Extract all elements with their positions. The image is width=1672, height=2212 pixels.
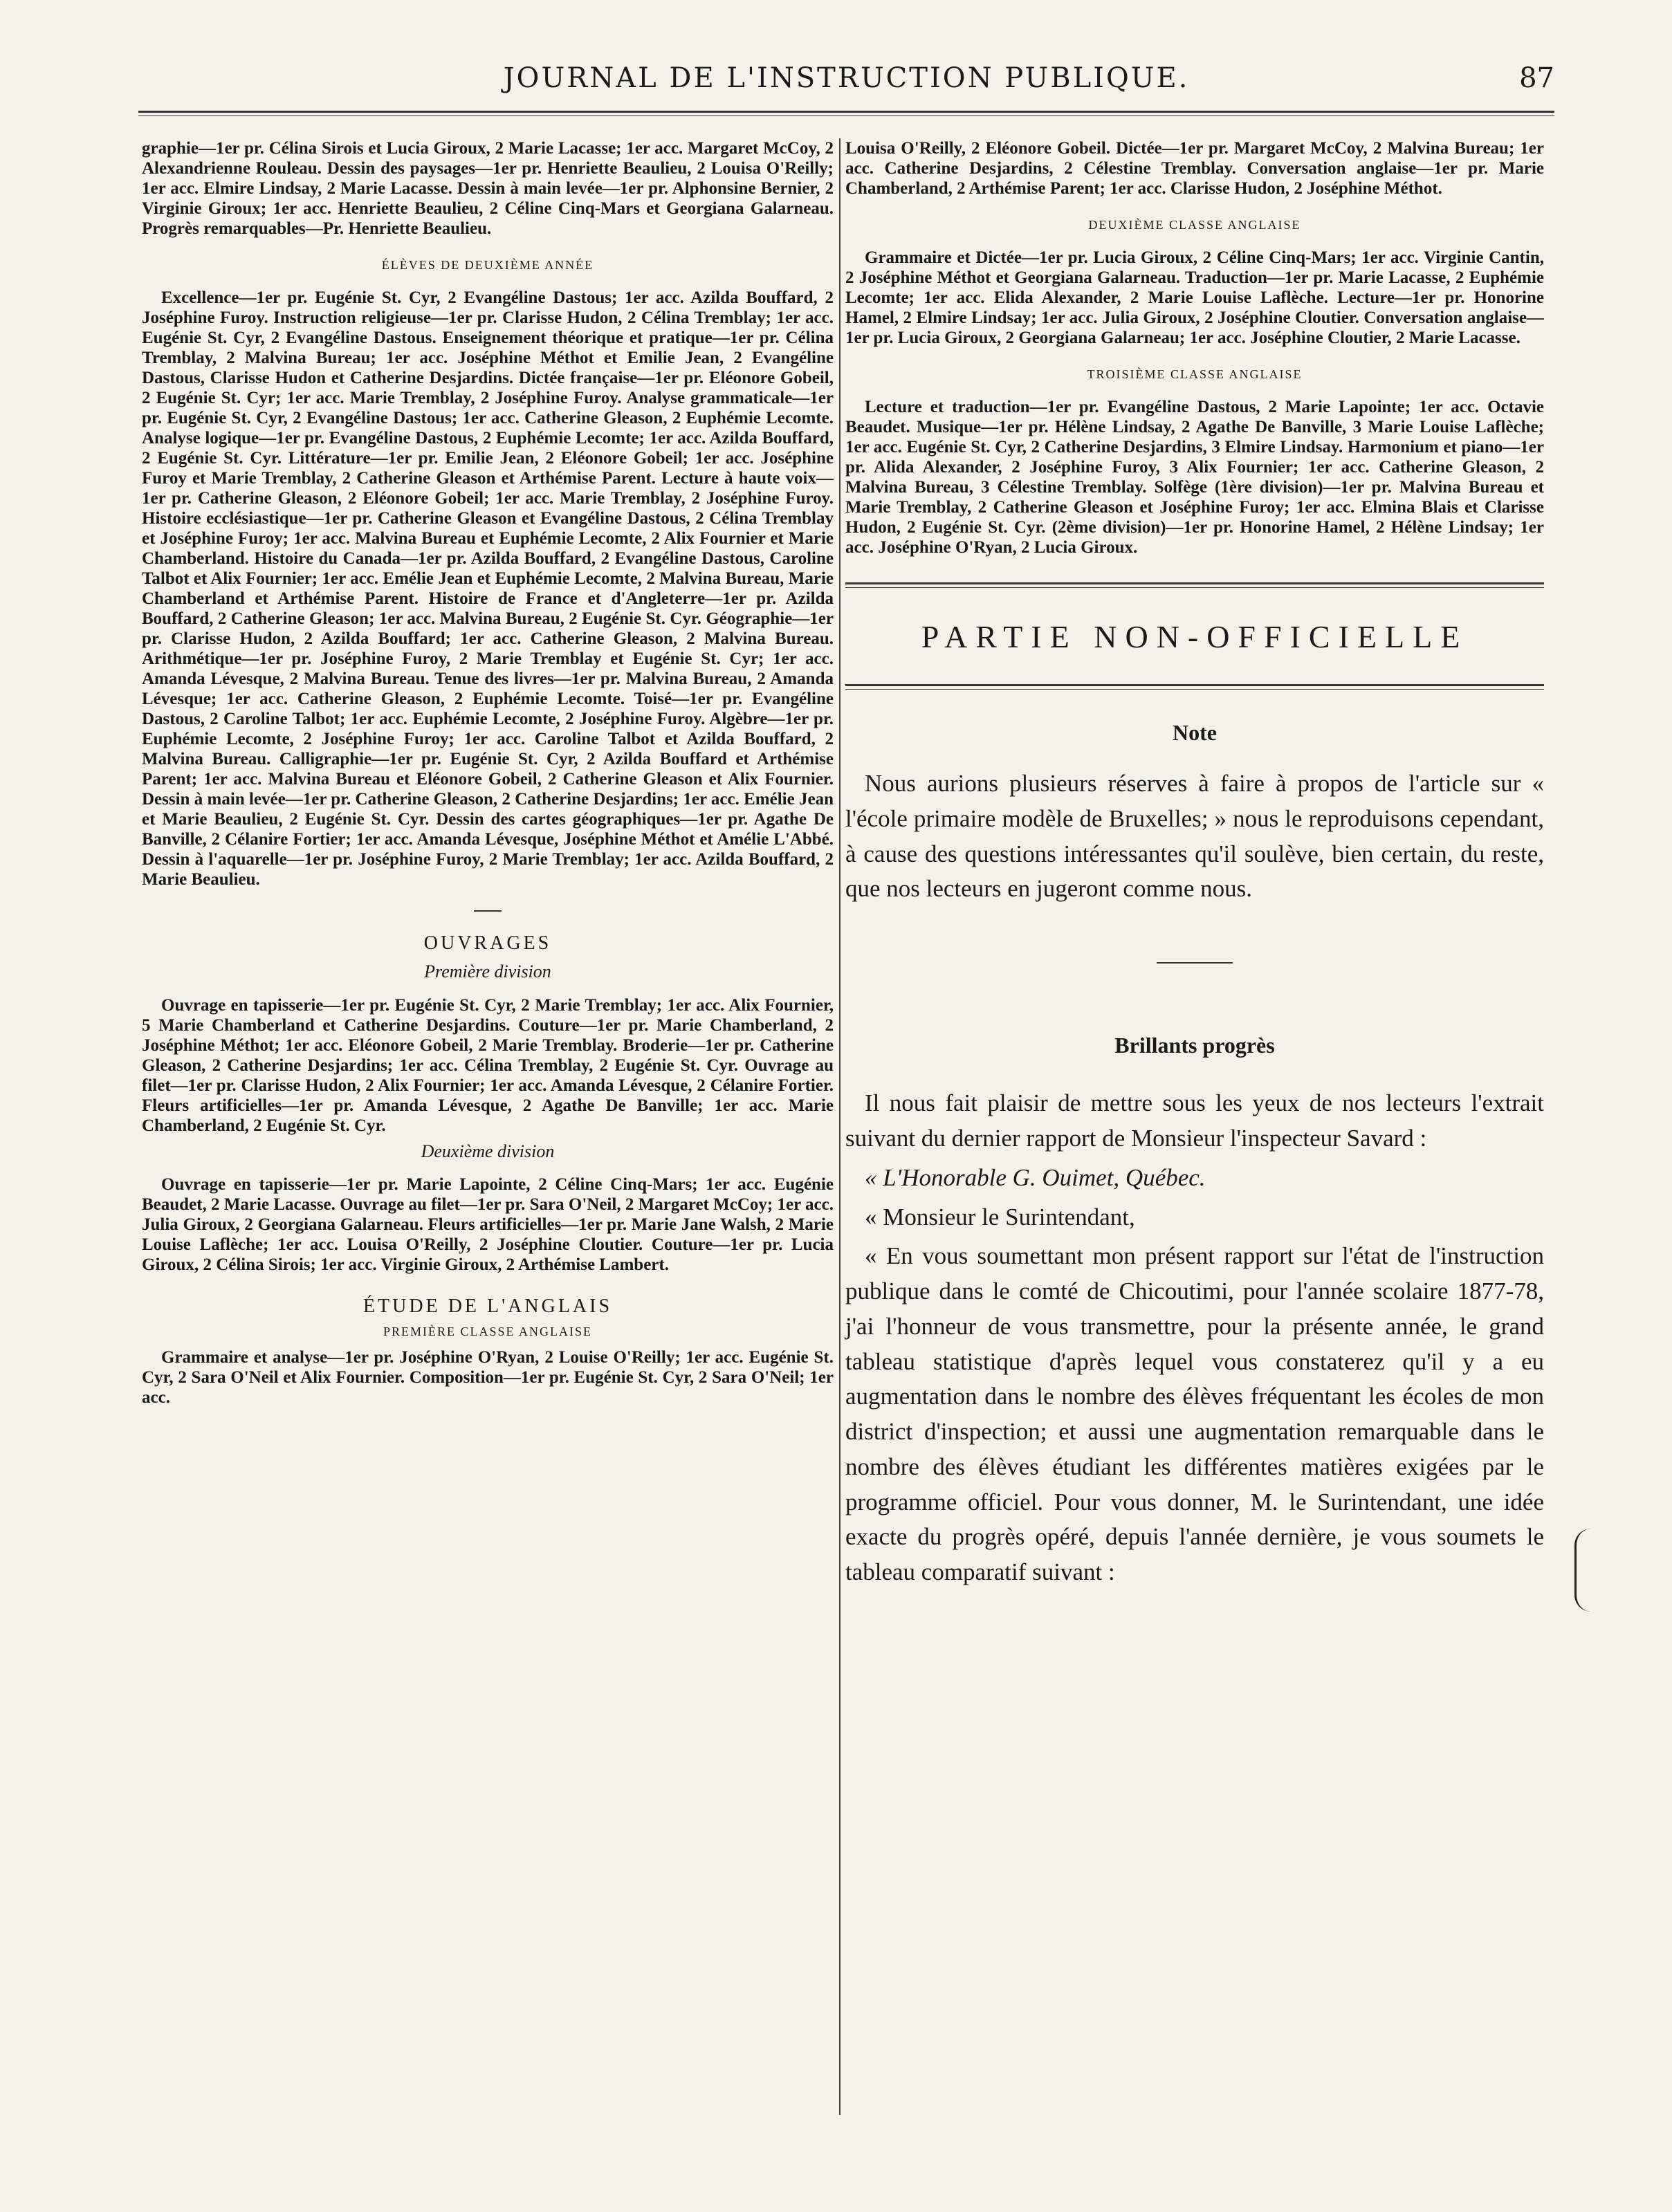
awards-paragraph: Grammaire et analyse—1er pr. Joséphine O'Ryan, 2 Louise O'Reilly; 1er acc. Eugénie St. Cyr, 2 Sara O'Neil et Alix Fournier. Composition—1er pr. Eugénie St. Cyr, 2 Sara O'Neil; 1er acc. <box>142 1348 834 1407</box>
section-heading-eleves: ÉLÈVES DE DEUXIÈME ANNÉE <box>381 258 594 272</box>
short-rule <box>1157 962 1233 964</box>
progress-intro: Il nous fait plaisir de mettre sous les yeux de nos lecteurs l'extrait suivant du dernier rapport de Monsieur l'inspecteur Savard : <box>845 1089 1544 1152</box>
part-title: PARTIE NON-OFFICIELLE <box>921 618 1469 654</box>
section-heading-premiere-classe: PREMIÈRE CLASSE ANGLAISE <box>383 1325 593 1339</box>
report-paragraph: « En vous soumettant mon présent rapport sur l'état de l'instruction publique dans le comté de Chicoutimi, pour l'année scolaire 1877-78, j'ai l'honneur de vous transmettre, pour la présente année, le grand tableau statistique d'après lequel vous constaterez qu'il y a eu augmentation dans le nombre des élèves fréquentant les écoles de mon district d'inspection; et aussi une augmentation remarquable dans le nombre des élèves étudiant les différentes matières exigées par le programme officiel. Pour vous donner, M. le Surintendant, une idée exacte du progrès opéré, depuis l'année dernière, je vous soumets le tableau comparatif suivant : <box>845 1242 1544 1586</box>
awards-paragraph: Lecture et traduction—1er pr. Evangéline Dastous, 2 Marie Lapointe; 1er acc. Octavie Beaudet. Musique—1er pr. Hélène Lindsay, 2 Agathe De Banville, 3 Marie Louise Laflèche; 1er acc. Eugénie St. Cyr, 2 Catherine Desjardins, 3 Elmire Lindsay. Harmonium et piano—1er pr. Alida Alexander, 2 Joséphine Furoy, 3 Alix Fournier; 1er acc. Catherine Gleason, 2 Malvina Bureau, 3 Célestine Tremblay. Solfège (1ère division)—1er pr. Malvina Bureau et Marie Tremblay, 2 Catherine Gleason et Joséphine Furoy; 1er acc. Elmina Blais et Clarisse Hudon, 2 Eugénie St. Cyr. (2ème division)—1er pr. Honorine Hamel, 2 Hélène Lindsay; 1er acc. Joséphine O'Ryan, 2 Lucia Giroux. <box>845 397 1544 557</box>
note-title: Note <box>1173 720 1217 746</box>
salutation-line: « Monsieur le Surintendant, <box>865 1203 1135 1231</box>
right-column <box>837 138 1544 2170</box>
journal-title: JOURNAL DE L'INSTRUCTION PUBLIQUE. <box>503 62 1190 94</box>
page-number: 87 <box>1519 62 1554 94</box>
awards-paragraph: Ouvrage en tapisserie—1er pr. Marie Lapointe, 2 Céline Cinq-Mars; 1er acc. Eugénie Beaudet, 2 Marie Lacasse. Ouvrage au filet—1er pr. Sara O'Neil, 2 Margaret McCoy; 1er acc. Julia Giroux, 2 Georgiana Galarneau. Fleurs artificielles—1er pr. Marie Jane Walsh, 2 Marie Louise Laflèche; 1er acc. Louisa O'Reilly, 2 Joséphine Cloutier. Couture—1er pr. Lucia Giroux, 2 Célina Sirois; 1er acc. Virginie Giroux, 2 Arthémise Lambert. <box>142 1174 834 1274</box>
addressee-line: « L'Honorable G. Ouimet, Québec. <box>865 1163 1206 1191</box>
section-heading-etude-anglais: ÉTUDE DE L'ANGLAIS <box>362 1295 613 1317</box>
section-heading-troisieme-classe: TROISIÈME CLASSE ANGLAISE <box>1087 367 1303 381</box>
awards-paragraph: Grammaire et Dictée—1er pr. Lucia Giroux, 2 Céline Cinq-Mars; 1er acc. Virginie Cantin, 2 Joséphine Méthot et Georgiana Galarneau. Traduction—1er pr. Marie Lacasse, 2 Euphémie Lecomte; 1er acc. Elida Alexander, 2 Marie Louise Laflèche. Lecture—1er pr. Honorine Hamel, 2 Elmire Lindsay; 1er acc. Julia Giroux, 2 Joséphine Cloutier. Conversation anglaise—1er pr. Lucia Giroux, 2 Georgiana Galarneau; 1er acc. Joséphine Cloutier, 2 Marie Lacasse. <box>845 248 1544 347</box>
awards-paragraph: Excellence—1er pr. Eugénie St. Cyr, 2 Evangéline Dastous; 1er acc. Azilda Bouffard, 2 Joséphine Furoy. Instruction religieuse—1er pr. Clarisse Hudon, 2 Célina Tremblay; 1er acc. Eugénie St. Cyr, 2 Evangéline Dastous. Enseignement théorique et pratique—1er pr. Célina Tremblay, 2 Malvina Bureau; 1er acc. Joséphine Méthot et Emilie Jean, 2 Evangéline Dastous, Clarisse Hudon et Catherine Desjardins. Dictée française—1er pr. Eléonore Gobeil, 2 Eugénie St. Cyr; 1er acc. Marie Tremblay, 2 Joséphine Furoy. Analyse grammaticale—1er pr. Eugénie St. Cyr, 2 Evangéline Dastous; 1er acc. Catherine Gleason, 2 Euphémie Lecomte. Analyse logique—1er pr. Evangéline Dastous, 2 Euphémie Lecomte; 1er acc. Azilda Bouffard, 2 Eugénie St. Cyr. Littérature—1er pr. Emilie Jean, 2 Eléonore Gobeil; 1er acc. Joséphine Furoy et Marie Tremblay, 2 Catherine Gleason et Arthémise Parent. Lecture à haute voix—1er pr. Catherine Gleason, 2 Eléonore Gobeil; 1er acc. Marie Tremblay, 2 Joséphine Furoy. Histoire ecclésiastique—1er pr. Catherine Gleason et Evangéline Dastous, 2 Célina Tremblay et Joséphine Furoy; 1er acc. Malvina Bureau et Euphémie Lecomte, 2 Alix Fournier et Marie Chamberland. Histoire du Canada—1er pr. Azilda Bouffard, 2 Evangéline Dastous, Caroline Talbot et Alix Fournier; 1er acc. Emélie Jean et Euphémie Lecomte, 2 Malvina Bureau, Marie Chamberland et Arthémise Parent. Histoire de France et d'Angleterre—1er pr. Azilda Bouffard, 2 Catherine Gleason; 1er acc. Malvina Bureau, 2 Eugénie St. Cyr. Géographie—1er pr. Clarisse Hudon, 2 Azilda Bouffard; 1er acc. Catherine Gleason, 2 Malvina Bureau. Arithmétique—1er pr. Joséphine Furoy, 2 Marie Tremblay et Eugénie St. Cyr; 1er acc. Amanda Lévesque, 2 Malvina Bureau. Tenue des livres—1er pr. Malvina Bureau, 2 Amanda Lévesque; 1er acc. Catherine Gleason, 2 Euphémie Lecomte. Toisé—1er pr. Evangéline Dastous, 2 Caroline Talbot; 1er acc. Euphémie Lecomte, 2 Joséphine Furoy. Algèbre—1er pr. Euphémie Lecomte, 2 Joséphine Furoy; 1er acc. Caroline Talbot et Azilda Bouffard, 2 Malvina Bureau. Calligraphie—1er pr. Eugénie St. Cyr, 2 Azilda Bouffard et Arthémise Parent; 1er acc. Malvina Bureau et Eléonore Gobeil, 2 Catherine Gleason et Alix Fournier. Dessin à main levée—1er pr. Catherine Gleason, 2 Catherine Desjardins; 1er acc. Emélie Jean et Marie Beaulieu, 2 Eugénie St. Cyr. Dessin des cartes géographiques—1er pr. Agathe De Banville, 2 Célanire Fortier; 1er acc. Amanda Lévesque, Joséphine Méthot et Amélie L'Abbé. Dessin à l'aquarelle—1er pr. Joséphine Furoy, 2 Marie Tremblay; 1er acc. Azilda Bouffard, 2 Marie Beaulieu. <box>142 288 834 889</box>
section-heading-ouvrages: OUVRAGES <box>423 932 552 954</box>
awards-paragraph: Ouvrage en tapisserie—1er pr. Eugénie St. Cyr, 2 Marie Tremblay; 1er acc. Alix Fournier, 5 Marie Chamberland et Catherine Desjardins. Couture—1er pr. Marie Chamberland, 2 Joséphine Méthot; 1er acc. Eléonore Gobeil, 2 Marie Tremblay. Broderie—1er pr. Catherine Gleason, 2 Catherine Desjardins; 1er acc. Célina Tremblay, 2 Eugénie St. Cyr. Ouvrage au filet—1er pr. Clarisse Hudon, 2 Alix Fournier; 1er acc. Amanda Lévesque, 2 Célanire Fortier. Fleurs artificielles—1er pr. Amanda Lévesque, 2 Agathe De Banville; 1er acc. Marie Chamberland, 2 Eugénie St. Cyr. <box>142 995 834 1135</box>
awards-paragraph: graphie—1er pr. Célina Sirois et Lucia Giroux, 2 Marie Lacasse; 1er acc. Margaret McCoy, 2 Alexandrienne Rouleau. Dessin des paysages—1er pr. Henriette Beaulieu, 2 Louisa O'Reilly; 1er acc. Elmire Lindsay, 2 Marie Lacasse. Dessin à main levée—1er pr. Alphonsine Bernier, 2 Virginie Giroux; 1er acc. Henriette Beaulieu, 2 Céline Cinq-Mars et Georgiana Galarneau. Progrès remarquables—Pr. Henriette Beaulieu. <box>142 139 834 238</box>
header-rule <box>138 111 1554 116</box>
subheading-deuxieme-division: Deuxième division <box>421 1141 555 1161</box>
subheading-premiere-division: Première division <box>424 961 551 982</box>
awards-paragraph: Louisa O'Reilly, 2 Eléonore Gobeil. Dictée—1er pr. Margaret McCoy, 2 Malvina Bureau; 1er acc. Catherine Desjardins, 2 Célestine Tremblay. Conversation anglaise—1er pr. Marie Chamberland, 2 Arthémise Parent; 1er acc. Clarisse Hudon, 2 Joséphine Méthot. <box>845 139 1544 198</box>
section-rule <box>845 684 1544 690</box>
margin-bracket-mark <box>1574 1529 1595 1612</box>
short-rule <box>474 910 502 912</box>
running-head <box>138 62 1554 104</box>
left-column <box>142 138 834 2170</box>
section-rule <box>845 582 1544 588</box>
section-heading-deuxieme-classe: DEUXIÈME CLASSE ANGLAISE <box>1088 218 1301 232</box>
note-paragraph: Nous aurions plusieurs réserves à faire à propos de l'article sur « l'école primaire modèle de Bruxelles; » nous le reproduisons cependant, à cause des questions intéressantes qu'il soulève, bien certain, du reste, que nos lecteurs en jugeront comme nous. <box>845 770 1544 903</box>
progress-title: Brillants progrès <box>1114 1033 1275 1058</box>
